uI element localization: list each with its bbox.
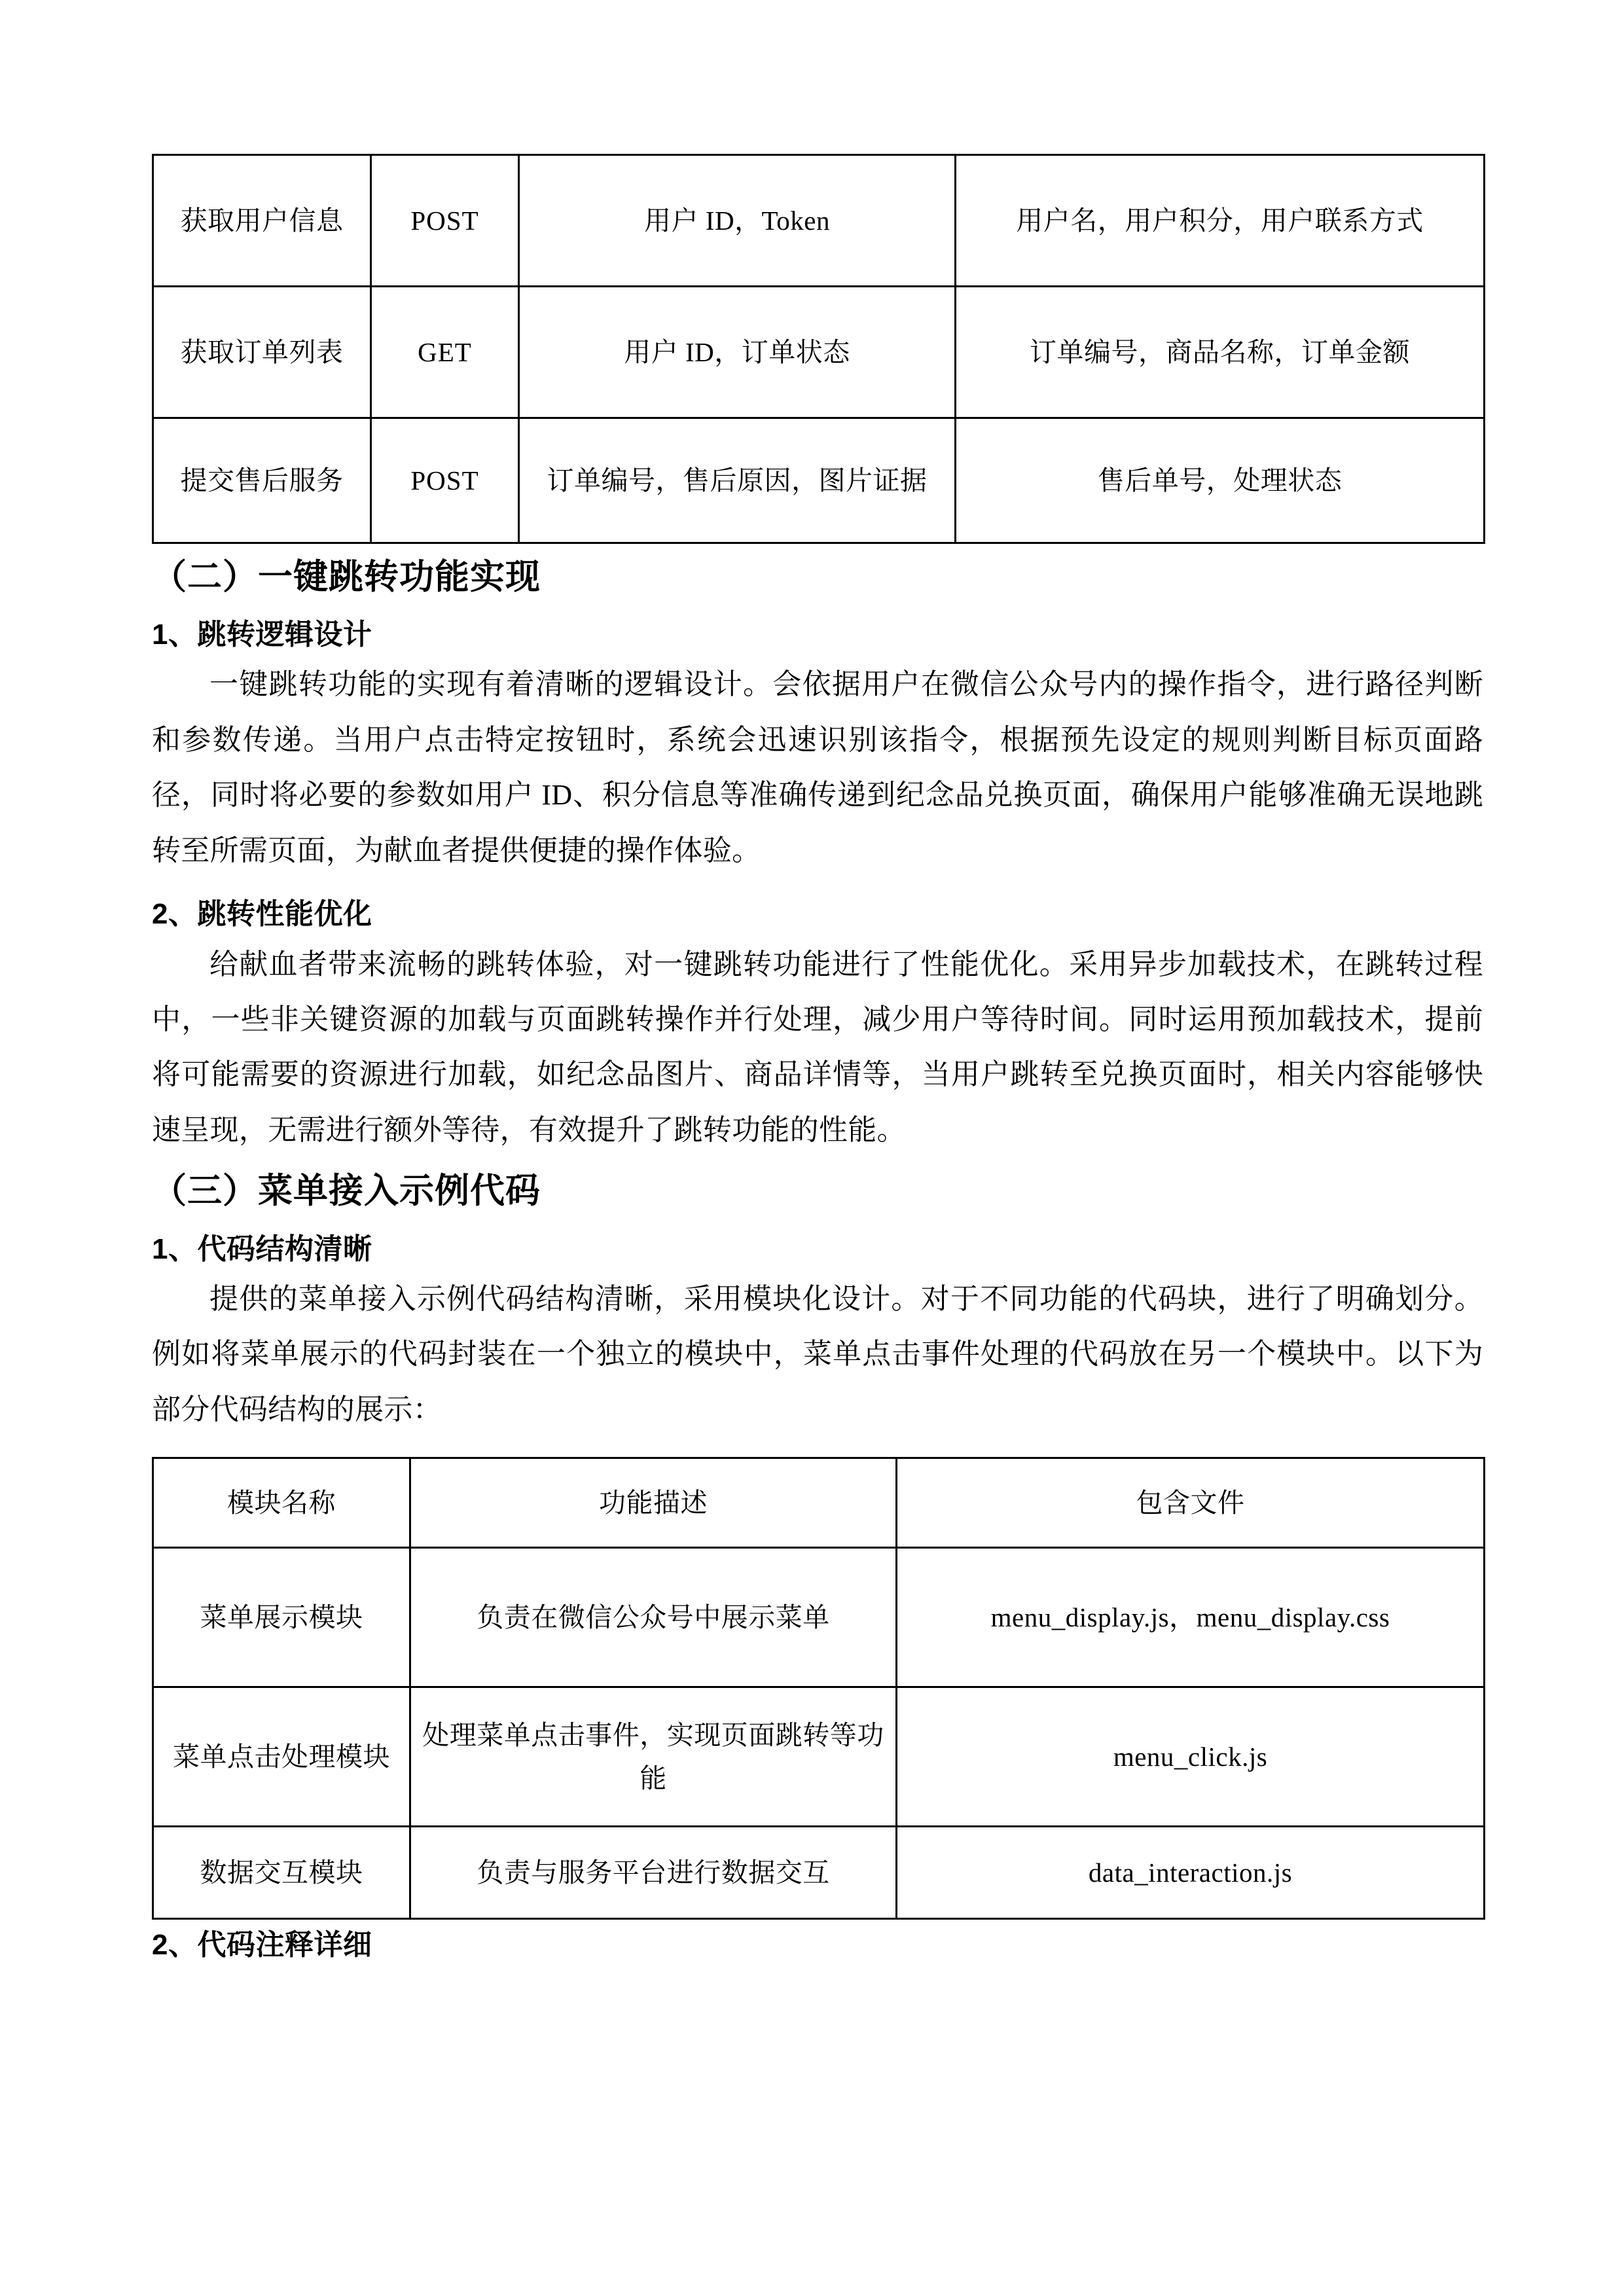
- request-params-cell: 订单编号，售后原因，图片证据: [519, 418, 956, 543]
- subheading-jump-logic-design: 1、跳转逻辑设计: [152, 619, 372, 651]
- response-data-cell: 用户名，用户积分，用户联系方式: [956, 155, 1485, 287]
- subheading-code-comments-detailed: 2、代码注释详细: [152, 1929, 372, 1962]
- table-header-row: [153, 1458, 1485, 1548]
- section-heading-three: （三）菜单接入示例代码: [152, 1172, 541, 1211]
- column-header-module-name: 模块名称: [153, 1458, 410, 1548]
- table-row: [153, 1548, 1485, 1687]
- subheading-jump-performance-optimization: 2、跳转性能优化: [152, 898, 372, 931]
- interface-table: [152, 154, 1485, 544]
- paragraph-jump-performance-optimization: 给献血者带来流畅的跳转体验，对一键跳转功能进行了性能优化。采用异步加载技术，在跳转过程中，一些非关键资源的加载与页面跳转操作并行处理，减少用户等待时间。同时运用预加载技术，提前将可能需要的资源进行加载，如纪念品图片、商品详情等，当用户跳转至兑换页面时，相关内容能够快速呈现，无需进行额外等待，有效提升了跳转功能的性能。: [152, 948, 1483, 1146]
- request-method-cell: GET: [371, 287, 519, 418]
- interface-name-cell: 提交售后服务: [153, 418, 371, 543]
- module-structure-table: [152, 1457, 1485, 1920]
- module-description-cell: 处理菜单点击事件，实现页面跳转等功能: [410, 1687, 897, 1827]
- column-header-function-description: 功能描述: [410, 1458, 897, 1548]
- top-margin-spacer: [152, 0, 1483, 154]
- request-params-cell: 用户 ID，订单状态: [519, 287, 956, 418]
- request-method-cell: POST: [371, 418, 519, 543]
- request-params-cell: 用户 ID，Token: [519, 155, 956, 287]
- column-header-included-files: 包含文件: [897, 1458, 1485, 1548]
- response-data-cell: 售后单号，处理状态: [956, 418, 1485, 543]
- interface-name-cell: 获取订单列表: [153, 287, 371, 418]
- module-name-cell: 菜单展示模块: [153, 1548, 410, 1687]
- section-heading-two: （二）一键跳转功能实现: [152, 558, 541, 596]
- table-row: [153, 418, 1485, 543]
- module-files-cell: menu_click.js: [897, 1687, 1485, 1827]
- table-top-spacer: [152, 1440, 1483, 1457]
- request-method-cell: POST: [371, 155, 519, 287]
- module-name-cell: 菜单点击处理模块: [153, 1687, 410, 1827]
- paragraph-jump-logic-design: 一键跳转功能的实现有着清晰的逻辑设计。会依据用户在微信公众号内的操作指令，进行路径判断和参数传递。当用户点击特定按钮时，系统会迅速识别该指令，根据预先设定的规则判断目标页面路径，同时将必要的参数如用户 ID、积分信息等准确传递到纪念品兑换页面，确保用户能够准确无误地跳转至所需页面，为献血者提供便捷的操作体验。: [152, 668, 1483, 867]
- table-row: [153, 1687, 1485, 1827]
- table-row: [153, 1827, 1485, 1919]
- table-row: [153, 155, 1485, 287]
- paragraph-code-structure-clear: 提供的菜单接入示例代码结构清晰，采用模块化设计。对于不同功能的代码块，进行了明确划分。例如将菜单展示的代码封装在一个独立的模块中，菜单点击事件处理的代码放在另一个模块中。以下为部分代码结构的展示：: [152, 1282, 1483, 1426]
- module-files-cell: menu_display.js，menu_display.css: [897, 1548, 1485, 1687]
- table-row: [153, 287, 1485, 418]
- module-description-cell: 负责与服务平台进行数据交互: [410, 1827, 897, 1919]
- module-name-cell: 数据交互模块: [153, 1827, 410, 1919]
- subheading-code-structure-clear: 1、代码结构清晰: [152, 1232, 372, 1265]
- module-description-cell: 负责在微信公众号中展示菜单: [410, 1548, 897, 1687]
- interface-name-cell: 获取用户信息: [153, 155, 371, 287]
- module-files-cell: data_interaction.js: [897, 1827, 1485, 1919]
- response-data-cell: 订单编号，商品名称，订单金额: [956, 287, 1485, 418]
- page-content: [152, 0, 1483, 1967]
